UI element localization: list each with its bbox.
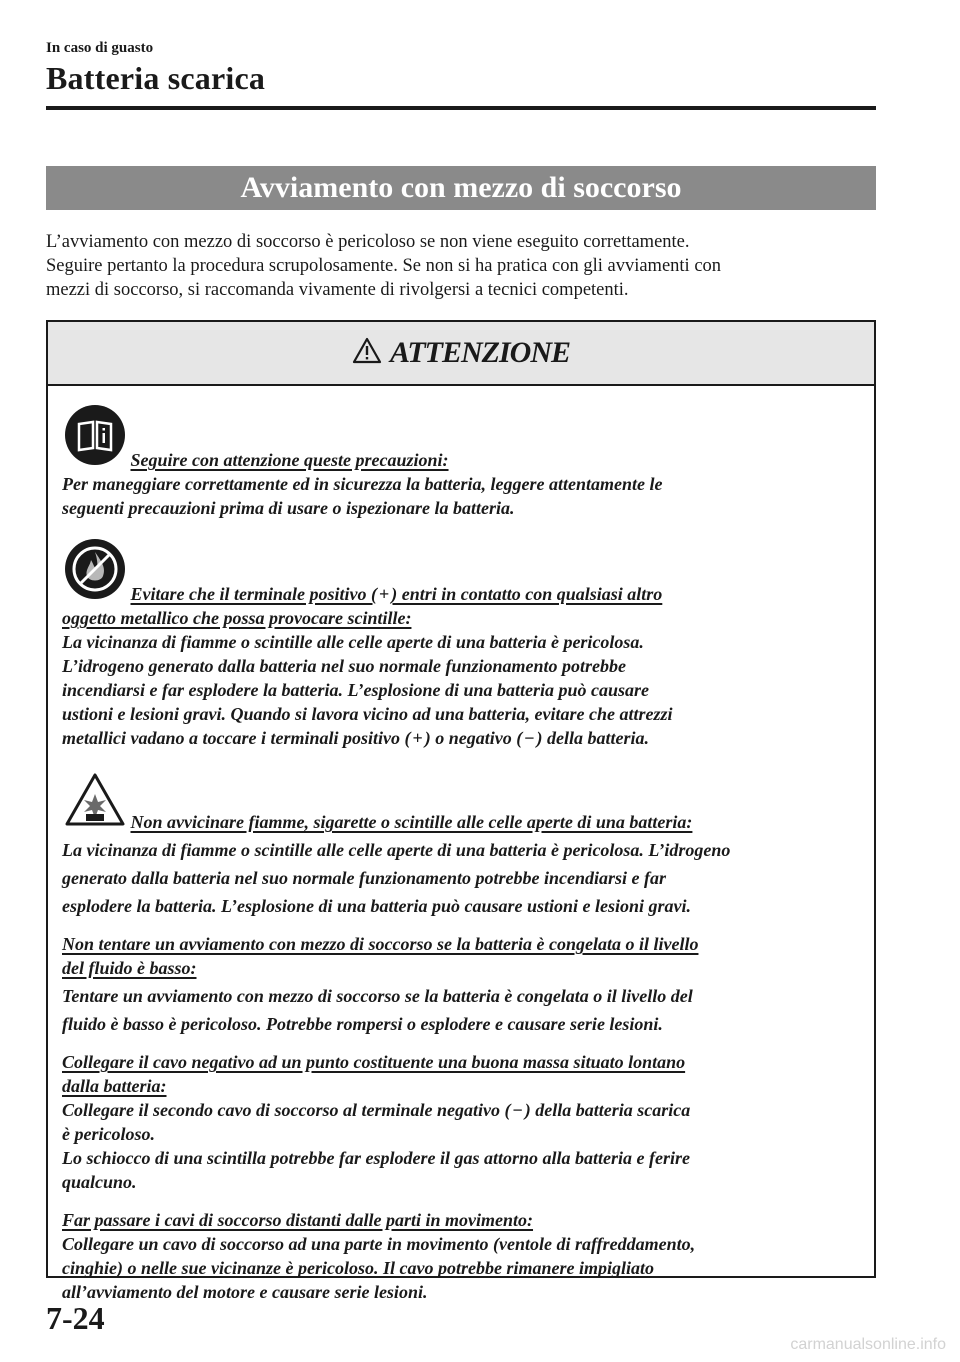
warning-item (62, 772, 860, 918)
warning-item-text: esplodere la batteria. L’esplosione di una batteria può causare ustioni e lesioni gravi. (62, 896, 692, 916)
manual-book-icon (64, 404, 126, 472)
warning-item-text: all’avviamento del motore e causare serie lesioni. (62, 1282, 428, 1302)
warning-item-text: La vicinanza di fiamme o scintille alle celle aperte di una batteria è pericolosa. L’idrogeno (62, 840, 731, 860)
warning-triangle-icon (352, 337, 382, 369)
title-rule (46, 106, 876, 110)
warning-item-heading: dalla batteria: (62, 1076, 167, 1096)
intro-line: mezzi di soccorso, si raccomanda vivamente di rivolgersi a tecnici competenti. (46, 280, 629, 300)
page-title: Batteria scarica (46, 60, 266, 96)
warning-item (62, 1050, 860, 1194)
warning-item-text: La vicinanza di fiamme o scintille alle celle aperte di una batteria è pericolosa. (62, 632, 644, 652)
intro-line: L’avviamento con mezzo di soccorso è pericoloso se non viene eseguito correttamente. (46, 232, 690, 252)
warning-item-heading: oggetto metallico che possa provocare scintille: (62, 608, 412, 628)
warning-item-text: Collegare un cavo di soccorso ad una parte in movimento (ventole di raffreddamento, (62, 1234, 696, 1254)
warning-item-text: seguenti precauzioni prima di usare o ispezionare la batteria. (62, 498, 515, 518)
warning-item (62, 1208, 860, 1304)
warning-item-heading: Evitare che il terminale positivo ( (130, 584, 377, 604)
warning-item-text: ) o negativo ( (424, 728, 523, 748)
watermark: carmanualsonline.info (790, 1336, 946, 1353)
warning-item-text: Collegare il secondo cavo di soccorso al terminale negativo ( (62, 1100, 511, 1120)
plus-symbol: + (412, 728, 423, 748)
warning-item (62, 538, 860, 750)
section-banner: Avviamento con mezzo di soccorso (46, 166, 876, 210)
warning-title: ATTENZIONE (389, 336, 571, 369)
warning-item-text: è pericoloso. (62, 1124, 155, 1144)
warning-item-heading: Seguire con attenzione queste precauzioni: (130, 450, 449, 470)
no-flame-icon (64, 538, 126, 606)
warning-item-heading: Far passare i cavi di soccorso distanti dalle parti in movimento: (62, 1210, 534, 1230)
warning-item-text: fluido è basso è pericoloso. Potrebbe rompersi o esplodere e causare serie lesioni. (62, 1014, 663, 1034)
warning-item-text: ustioni e lesioni gravi. Quando si lavora vicino ad una batteria, evitare che attrezzi (62, 704, 673, 724)
warning-header (48, 322, 874, 386)
warning-item-text: Lo schiocco di una scintilla potrebbe far esplodere il gas attorno alla batteria e ferire (62, 1148, 690, 1168)
warning-item-text: incendiarsi e far esplodere la batteria. L’esplosione di una batteria può causare (62, 680, 650, 700)
warning-item (62, 404, 860, 520)
intro-line: Seguire pertanto la procedura scrupolosamente. Se non si ha pratica con gli avviamenti con (46, 256, 722, 276)
intro-text (46, 230, 876, 302)
warning-item-text: ) della batteria. (536, 728, 649, 748)
warning-item-text: cinghie) o nelle sue vicinanze è pericoloso. Il cavo potrebbe rimanere impigliato (62, 1258, 654, 1278)
explosion-warning-icon (64, 772, 126, 834)
minus-symbol: − (512, 1100, 523, 1120)
warning-item-text: Per maneggiare correttamente ed in sicurezza la batteria, leggere attentamente le (62, 474, 663, 494)
warning-item-text: metallici vadano a toccare i terminali positivo ( (62, 728, 411, 748)
warning-item-heading: del fluido è basso: (62, 958, 197, 978)
warning-item-heading: ) entri in contatto con qualsiasi altro (391, 584, 663, 604)
warning-item-text: qualcuno. (62, 1172, 137, 1192)
warning-body (48, 386, 874, 1304)
plus-symbol: + (378, 584, 390, 604)
section-label: In caso di guasto (46, 40, 154, 56)
warning-box (46, 320, 876, 1302)
warning-item-text: L’idrogeno generato dalla batteria nel suo normale funzionamento potrebbe (62, 656, 627, 676)
warning-item-text: ) della batteria scarica (524, 1100, 691, 1120)
warning-item (62, 932, 860, 1036)
warning-item-heading: Non tentare un avviamento con mezzo di soccorso se la batteria è congelata o il livello (62, 934, 699, 954)
minus-symbol: − (524, 728, 535, 748)
page-number: 7-24 (46, 1300, 105, 1336)
warning-item-text: generato dalla batteria nel suo normale funzionamento potrebbe incendiarsi e far (62, 868, 667, 888)
warning-item-text: Tentare un avviamento con mezzo di soccorso se la batteria è congelata o il livello del (62, 986, 693, 1006)
warning-item-heading: Collegare il cavo negativo ad un punto costituente una buona massa situato lontano (62, 1052, 686, 1072)
warning-item-heading: Non avvicinare fiamme, sigarette o scintille alle celle aperte di una batteria: (130, 812, 693, 832)
